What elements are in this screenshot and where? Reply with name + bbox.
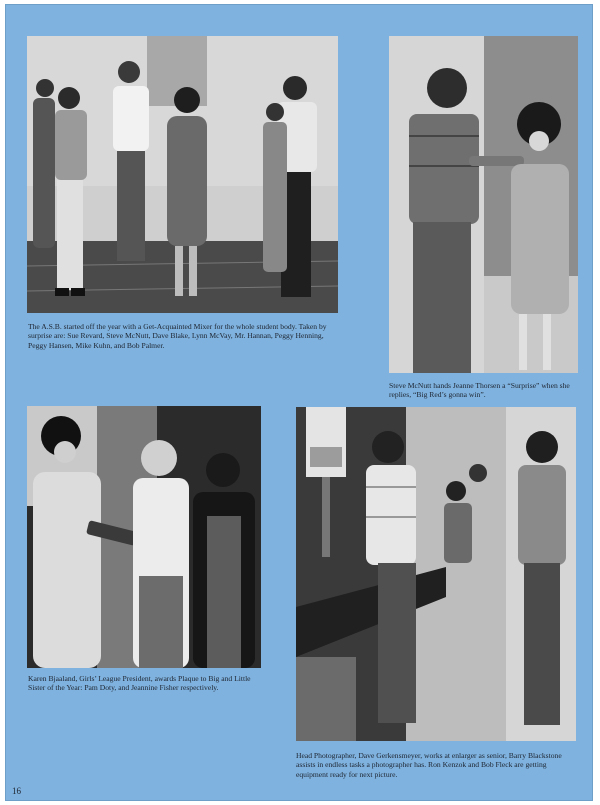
- surprise-image: [389, 36, 578, 373]
- caption-mixer: The A.S.B. started off the year with a Get-Acquainted Mixer for the whole student body. Taken by surprise are: Sue Revard, Steve McNutt, Dave Blake, Lynn McVay, Mr. Hannan, Peggy Henning, Peggy Hansen, Mike Kuhn, and Bob Palmer.: [28, 322, 327, 350]
- caption-plaque: Karen Bjaaland, Girls’ League President, awards Plaque to Big and Little Sister of the Year: Pam Doty, and Jeannine Fisher respectively.: [28, 674, 251, 693]
- darkroom-image: [296, 407, 576, 741]
- page-number: 16: [12, 786, 21, 796]
- photo-plaque: [27, 406, 261, 668]
- plaque-award-image: [27, 406, 261, 668]
- dance-mixer-image: [27, 36, 338, 313]
- photo-darkroom: [296, 407, 576, 741]
- photo-surprise: [389, 36, 578, 373]
- photo-mixer: [27, 36, 338, 313]
- caption-surprise: Steve McNutt hands Jeanne Thorsen a “Surprise” when she replies, “Big Red’s gonna win”.: [389, 381, 570, 400]
- caption-darkroom: Head Photographer, Dave Gerkensmeyer, works at enlarger as senior, Barry Blackstone assists in endless tasks a photographer has. Ron Kenzok and Bob Fleck are getting equipment ready for next picture.: [296, 751, 562, 779]
